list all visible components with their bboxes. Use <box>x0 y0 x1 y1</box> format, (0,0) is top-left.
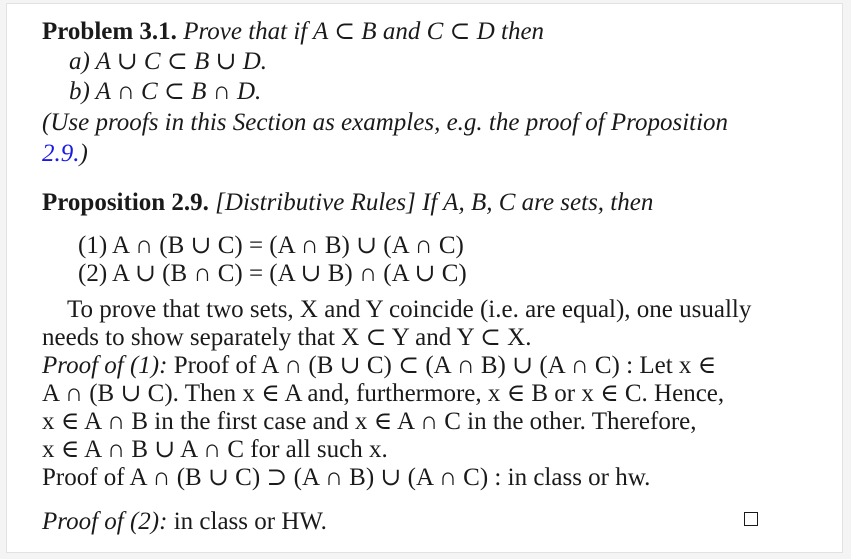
proof1-line-2: A ∩ (B ∪ C). Then x ∈ A and, furthermore, x ∈ B or x ∈ C. Hence, <box>42 380 725 407</box>
proof1-label: Proof of (1): <box>42 352 168 379</box>
problem-heading: Problem 3.1. <box>42 18 177 45</box>
problem-statement: Prove that if A ⊂ B and C ⊂ D then <box>183 18 545 45</box>
proof1-text: Proof of A ∩ (B ∪ C) ⊂ (A ∩ B) ∪ (A ∩ C) : Let x ∈ <box>173 352 717 379</box>
proposition-heading: Proposition 2.9. <box>42 189 209 216</box>
paragraph-line-2: needs to show separately that X ⊂ Y and Y ⊂ X. <box>42 324 532 351</box>
problem-hint-ref-line <box>42 140 88 168</box>
problem-part-b: b) A ∩ C ⊂ B ∩ D. <box>69 78 262 105</box>
hint-close-paren: ) <box>79 140 88 167</box>
proposition-statement: If A, B, C are sets, then <box>422 189 654 216</box>
proof1-line-4: x ∈ A ∩ B ∪ A ∩ C for all such x. <box>42 436 388 463</box>
proof1-line-5: Proof of A ∩ (B ∪ C) ⊃ (A ∩ B) ∪ (A ∩ C) : in class or hw. <box>42 464 651 491</box>
proposition-name: [Distributive Rules] <box>215 189 416 216</box>
rule-1: (1) A ∩ (B ∪ C) = (A ∩ B) ∪ (A ∩ C) <box>78 232 464 259</box>
rule-2: (2) A ∪ (B ∩ C) = (A ∪ B) ∩ (A ∪ C) <box>78 260 467 287</box>
problem-hint: (Use proofs in this Section as examples, e.g. the proof of Proposition <box>42 109 729 136</box>
proposition-link[interactable]: 2.9. <box>42 140 80 167</box>
proposition-line <box>42 189 653 217</box>
problem-line <box>42 18 544 46</box>
problem-part-a: a) A ∪ C ⊂ B ∪ D. <box>69 48 268 75</box>
proof2-line <box>42 508 327 536</box>
proof2-text: in class or HW. <box>173 508 327 535</box>
proof1-line-1 <box>42 352 716 380</box>
qed-box-icon <box>744 512 758 526</box>
document-page <box>6 3 843 553</box>
proof1-line-3: x ∈ A ∩ B in the first case and x ∈ A ∩ C in the other. Therefore, <box>42 408 697 435</box>
paragraph-line-1: To prove that two sets, X and Y coincide (i.e. are equal), one usually <box>67 296 752 323</box>
proof2-label: Proof of (2): <box>42 508 168 535</box>
